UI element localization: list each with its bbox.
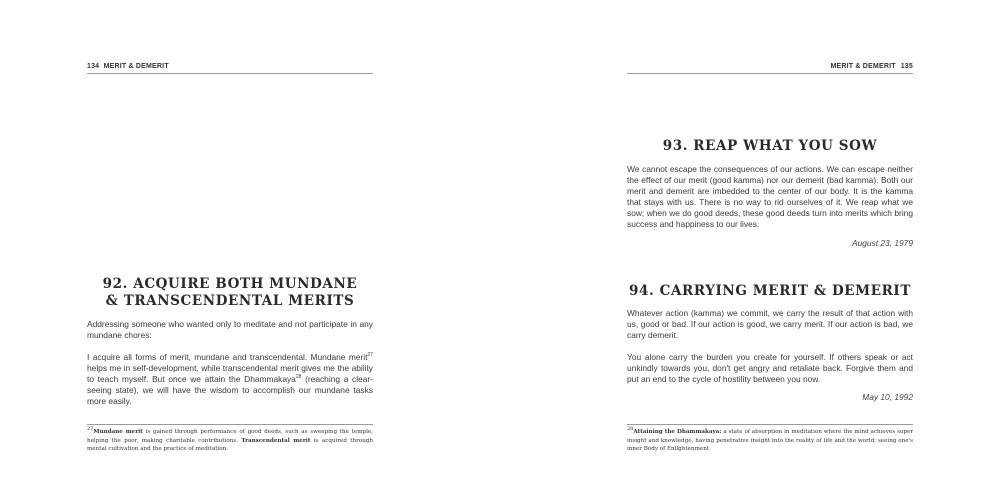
para-text-a: I acquire all forms of merit, mundane and transcendental. Mundane merit [87,351,368,362]
section-92-title-line2: & TRANSCENDENTAL MERITS [105,293,355,309]
right-running-title: MERIT & DEMERIT [830,63,896,70]
left-running-title: MERIT & DEMERIT [103,63,169,70]
section-93-body [627,164,913,241]
section-93-title: 93. REAP WHAT YOU SOW [662,138,878,154]
section-93-date: August 23, 1979 [851,238,913,248]
right-header-rule [627,73,913,74]
footnote-term-dhammakaya: Attaining the Dhammakaya: [633,429,722,435]
section-92-intro: Addressing someone who wanted only to meditate and not participate in any mundane chores: [87,319,373,340]
right-footnote-rule [627,424,913,425]
footnote-27-text2: is acquired through mental cultivation and the practice of meditation. [87,437,373,452]
section-92-title-line1: 92. ACQUIRE BOTH MUNDANE [102,276,358,292]
footnote-term-mundane: Mundane merit [93,429,143,435]
footnote-28-number: 28 [627,426,634,433]
footnote-28 [627,428,913,454]
right-page-number: 135 [900,63,913,70]
para-text-b: helps me in self-development, while transcendental merit gives me the ability to teach myself. But once we attain the Dhammakaya [87,362,373,384]
section-94-title: 94. CARRYING MERIT & DEMERIT [629,283,911,299]
section-94-paragraph-2: You alone carry the burden you create for yourself. If others speak or act unkindly towards you, don't get angry and retaliate back. Forgive them and put an end to the cycle of hostility between you now. [627,351,913,384]
footnote-27-text1: is gained through performance of good deeds, such as sweeping the temple, helping the poor, making charitable contributions. [87,429,373,444]
right-page [500,0,1000,500]
right-page-header [830,63,913,70]
left-page-header [87,63,169,70]
footnote-28-text: a state of absorption in meditation where the mind achieves super insight and knowledge, having penetrative insight into the reality of life and the world; seeing one's inner Body of Enlightenment. [627,429,913,452]
section-92-title [87,276,373,310]
left-footnote-rule [87,424,373,425]
footnote-term-transcendental: Transcendental merit [241,437,311,444]
section-94-paragraph-1: Whatever action (kamma) we commit, we carry the result of that action with us, good or bad. If our action is good, we carry merit. If our action is bad, we carry demerit. [627,308,913,340]
footnote-27-number: 27 [87,426,94,433]
left-page-number: 134 [87,63,100,70]
footnote-ref-27: 27 [367,351,373,358]
section-94-body [627,308,913,395]
para-text-c: (reaching a clear-seeing state), we will have the wisdom to accomplish our mundane tasks more easily. [87,373,374,406]
section-93-paragraph: We cannot escape the consequences of our actions. We can escape neither the effect of our merit (good kamma) nor our demerit (bad kamma). Both our merit and demerit are imbedded to the center of our body. It is the kamma that stays with us. There is no way to rid ourselves of it. We reap what we sow; when we do good deeds, these good deeds turn into merits which bring success and happiness to our lives. [627,164,913,229]
section-92-body [87,319,373,417]
footnote-27 [87,428,373,454]
section-92-paragraph [87,352,373,407]
footnote-ref-28: 28 [295,373,302,380]
section-94-date: May 10, 1992 [862,392,913,402]
left-header-rule [87,73,373,74]
